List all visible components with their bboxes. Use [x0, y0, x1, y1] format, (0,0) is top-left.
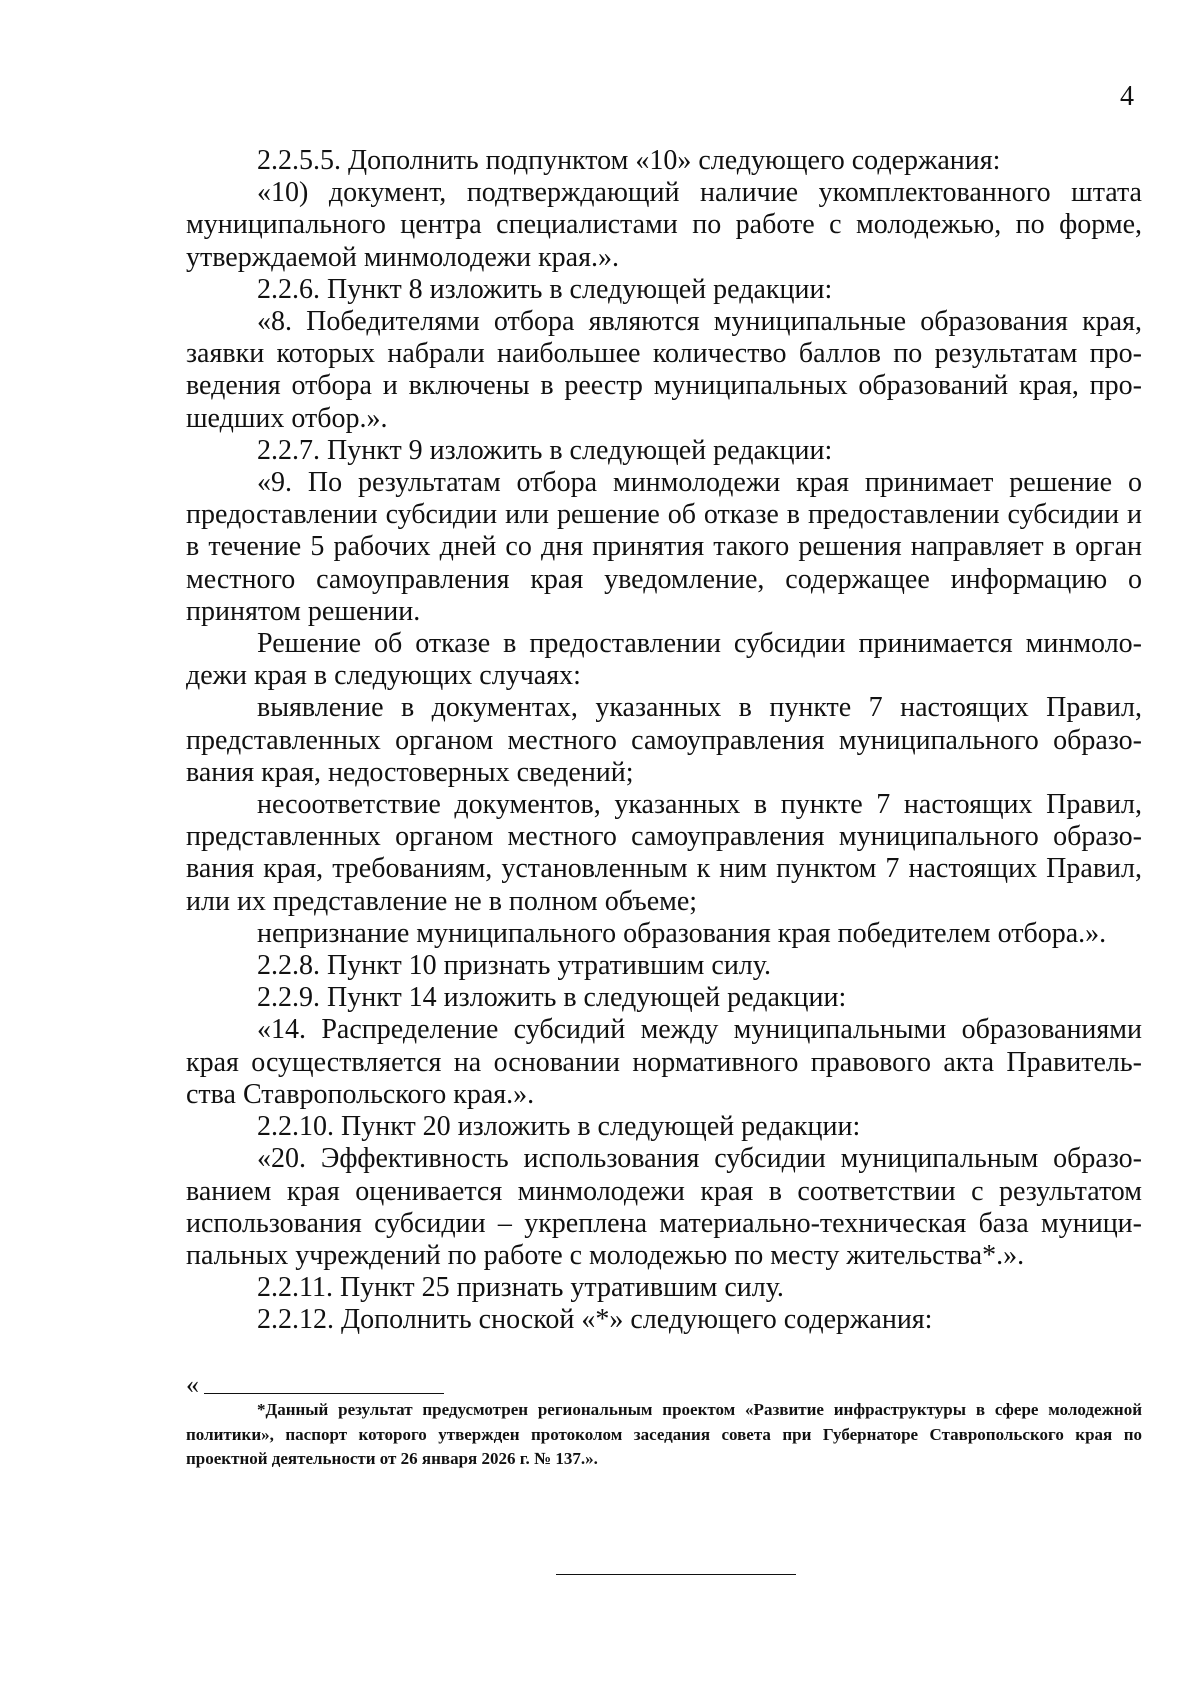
footnote-separator	[204, 1393, 444, 1394]
paragraph-case-unreliable-info: выявление в документах, указанных в пункте 7 настоящих Правил, представленных органом местного самоуправления муниципального образования края, недостоверных сведений;	[186, 692, 1142, 788]
paragraph-item-9: «9. По результатам отбора минмолодежи края принимает решение о предоставлении субсидии или решение об отказе в предоставлении субсидии и в течение 5 рабочих дней со дня принятия такого решения направляет в орган местного самоуправления края уведомление, содержащее информацию о принятом решении.	[186, 467, 1142, 627]
paragraph-2-2-12: 2.2.12. Дополнить сноской «*» следующего содержания:	[257, 1304, 933, 1336]
paragraph-2-2-9: 2.2.9. Пункт 14 изложить в следующей редакции:	[257, 982, 847, 1014]
paragraph-2-2-5-5: 2.2.5.5. Дополнить подпунктом «10» следующего содержания:	[257, 145, 1001, 176]
paragraph-case-not-winner: непризнание муниципального образования края победителем отбора.».	[257, 917, 1107, 949]
paragraph-refusal-decision: Решение об отказе в предоставлении субсидии принимается минмолодежи края в следующих случаях:	[186, 628, 1142, 692]
page-number: 4	[1120, 81, 1134, 112]
paragraph-subitem-10: «10) документ, подтверждающий наличие укомплектованного штата муниципального центра специалистами по работе с молодежью, по форме, утверждаемой минмолодежи края.».	[186, 177, 1142, 273]
paragraph-item-8: «8. Победителями отбора являются муниципальные образования края, заявки которых набрали наибольшее количество баллов по результатам проведения отбора и включены в реестр муниципальных образований края, прошедших отбор.».	[186, 306, 1142, 434]
paragraph-item-14: «14. Распределение субсидий между муниципальными образованиями края осуществляется на основании нормативного правового акта Правительства Ставропольского края.».	[186, 1014, 1142, 1110]
paragraph-case-nonconformity: несоответствие документов, указанных в пункте 7 настоящих Правил, представленных органом местного самоуправления муниципального образования края, требованиям, установленным к ним пунктом 7 настоящих Правил, или их представление не в полном объеме;	[186, 789, 1142, 917]
footnote-open-quote: «	[186, 1370, 199, 1399]
paragraph-2-2-6: 2.2.6. Пункт 8 изложить в следующей редакции:	[257, 273, 833, 305]
end-of-document-rule	[556, 1574, 796, 1575]
footnote-text: *Данный результат предусмотрен региональным проектом «Развитие инфраструктуры в сфере молодежной политики», паспорт которого утвержден протоколом заседания совета при Губернаторе Ставропольского края по проектной деятельности от 26 января 2026 г. № 137.».	[186, 1400, 1142, 1468]
paragraph-2-2-7: 2.2.7. Пункт 9 изложить в следующей редакции:	[257, 434, 833, 466]
paragraph-2-2-11: 2.2.11. Пункт 25 признать утратившим силу.	[257, 1272, 784, 1304]
paragraph-item-20: «20. Эффективность использования субсидии муниципальным образованием края оценивается минмолодежи края в соответствии с результатом использования субсидии – укреплена материально-техническая база муниципальных учреждений по работе с молодежью по месту жительства*.».	[186, 1143, 1142, 1271]
paragraph-2-2-10: 2.2.10. Пункт 20 изложить в следующей редакции:	[257, 1111, 861, 1143]
document-body	[186, 145, 1142, 1337]
paragraph-2-2-8: 2.2.8. Пункт 10 признать утратившим силу.	[257, 950, 771, 982]
